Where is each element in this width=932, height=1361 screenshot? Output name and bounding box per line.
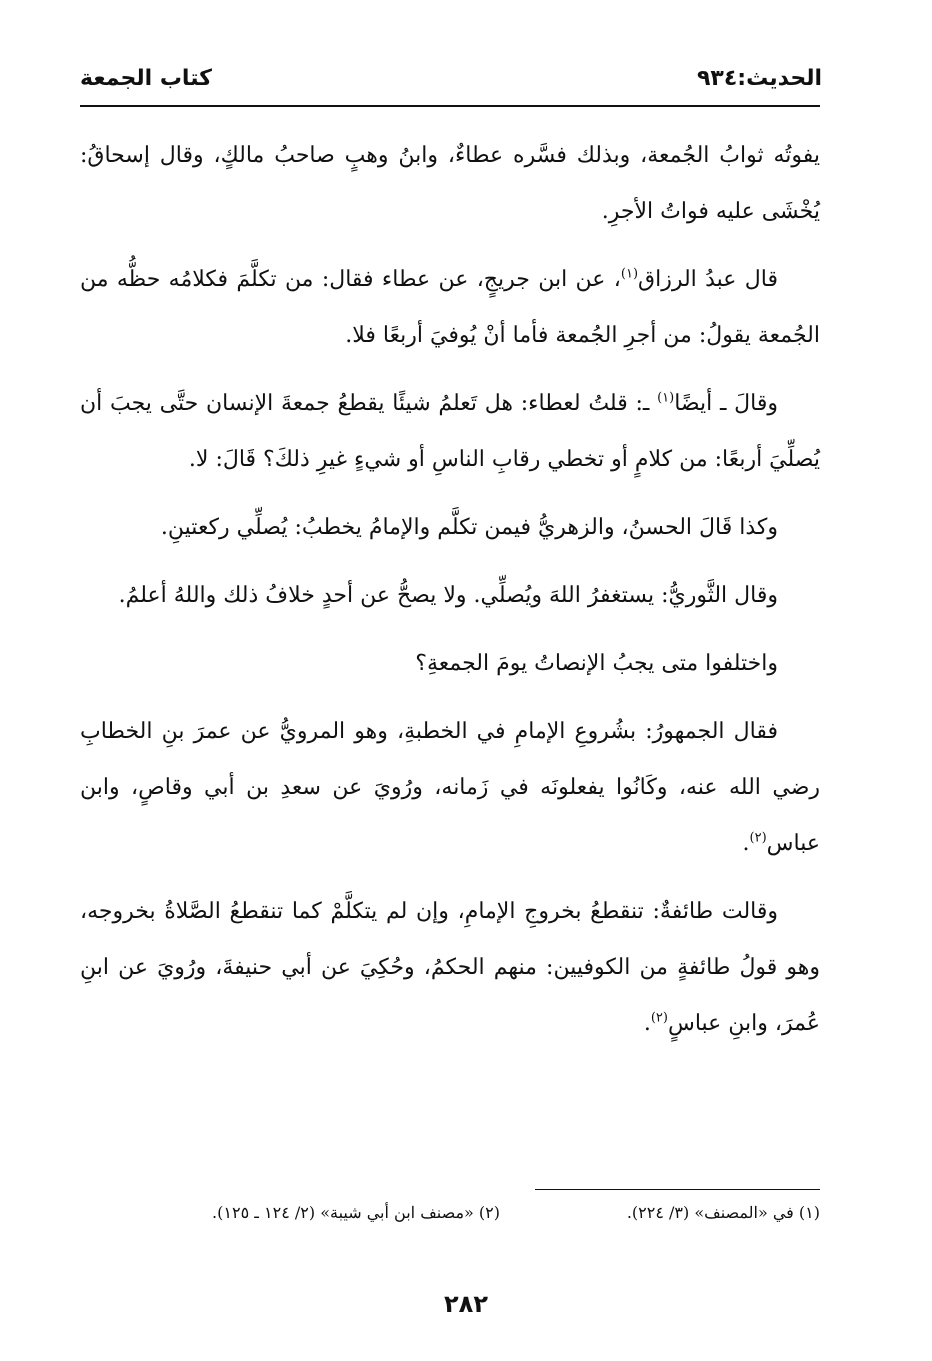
paragraph-text: واختلفوا متى يجبُ الإنصاتُ يومَ الجمعةِ؟	[415, 651, 778, 676]
paragraph	[80, 376, 820, 488]
paragraph	[80, 500, 820, 556]
paragraph-text: فقال الجمهورُ: بشُروعِ الإمامِ في الخطبةِ، وهو المرويُّ عن عمرَ بنِ الخطابِ رضي الله عنه، وكَانُوا يفعلونَه في زَمانه، ورُويَ عن سعدِ بن أبي وقاصٍ، وابن عباس	[80, 719, 820, 856]
paragraph	[80, 884, 820, 1052]
paragraph-text: وقال الثَّوريُّ: يستغفرُ اللهَ ويُصلِّي. ولا يصحُّ عن أحدٍ خلافُ ذلك واللهُ أعلمُ.	[118, 583, 778, 608]
paragraph-text: ـ: قلتُ لعطاء: هل تَعلمُ شيئًا يقطعُ جمعةَ الإنسان حتَّى يجبَ أن يُصلِّيَ أربعًا: من كلامٍ أو تخطي رقابِ الناسِ أو شيءٍ غيرِ ذلكَ؟ قَالَ: لا.	[80, 391, 820, 472]
paragraph-text: يفوتُه ثوابُ الجُمعة، وبذلك فسَّره عطاءٌ، وابنُ وهبٍ صاحبُ مالكٍ، وقال إسحاقُ: يُخْشَى عليه فواتُ الأجرِ.	[80, 143, 820, 224]
page-number: ٢٨٢	[444, 1290, 488, 1318]
paragraph-text: وكذا قَالَ الحسنُ، والزهريُّ فيمن تكلَّم والإمامُ يخطبُ: يُصلِّي ركعتينِ.	[160, 515, 778, 540]
footnote-1: (١) في «المصنف» (٣/ ٢٢٤).	[626, 1203, 820, 1222]
footnote-2: (٢) «مصنف ابن أبي شيبة» (٢/ ١٢٤ ـ ١٢٥).	[212, 1203, 500, 1222]
paragraph-text: ، عن ابن جريجٍ، عن عطاء فقال: من تكلَّمَ فكلامُه حظُّه من الجُمعة يقولُ: من أجرِ الجُمعة فأما أنْ يُوفيَ أربعًا فلا.	[80, 267, 820, 348]
paragraph-text: وقالت طائفةٌ: تنقطعُ بخروجِ الإمامِ، وإن لم يتكلَّمْ كما تنقطعُ الصَّلاةُ بخروجه، وهو قولُ طائفةٍ من الكوفيين: منهم الحكمُ، وحُكِيَ عن أبي حنيفةَ، ورُويَ عن ابنِ عُمرَ، وابنِ عباسٍ	[80, 899, 820, 1036]
paragraph-text: وقالَ ـ أيضًا	[674, 391, 778, 416]
book-title: كتاب الجمعة	[80, 66, 212, 91]
header-rule	[80, 105, 820, 107]
footnote-rule	[535, 1189, 820, 1190]
paragraph-text: .	[643, 1011, 651, 1036]
paragraph	[80, 704, 820, 872]
paragraph	[80, 128, 820, 240]
paragraph-text: قال عبدُ الرزاق	[638, 267, 778, 292]
running-header	[80, 62, 822, 102]
footnotes	[80, 1203, 820, 1233]
footnote-ref: (٢)	[749, 830, 767, 846]
hadith-number: الحديث:٩٣٤	[696, 66, 822, 91]
footnote-ref: (١)	[657, 390, 675, 406]
footnote-ref: (١)	[620, 266, 639, 282]
paragraph-text: .	[742, 831, 750, 856]
main-text	[80, 128, 820, 1064]
footnote-ref: (٢)	[650, 1010, 668, 1026]
paragraph	[80, 636, 820, 692]
paragraph	[80, 252, 820, 364]
paragraph	[80, 568, 820, 624]
